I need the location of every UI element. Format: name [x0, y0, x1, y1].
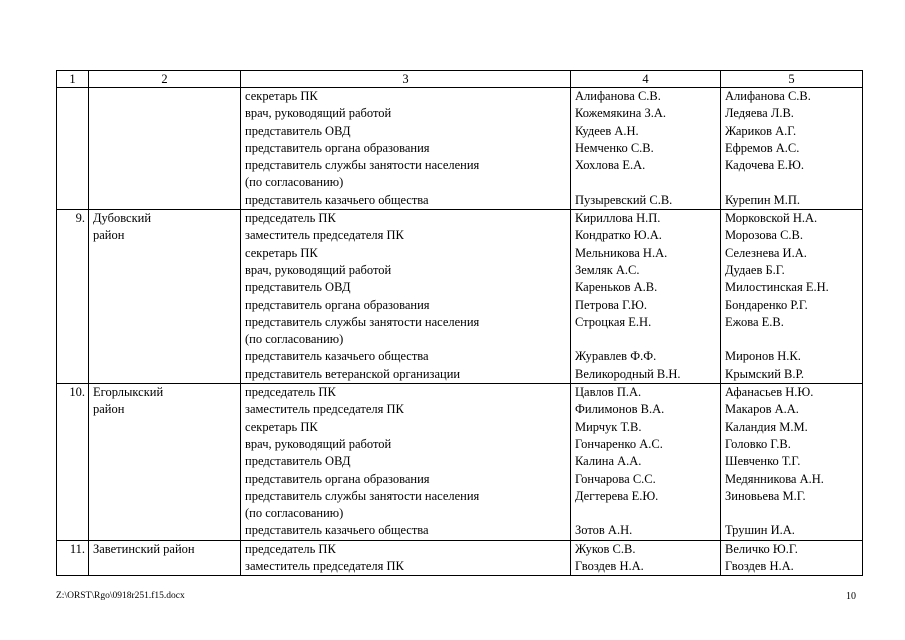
reserve-member-line: Гвоздев Н.А. [725, 559, 794, 574]
member-line: Цавлов П.А. [575, 385, 642, 400]
member-line: Гвоздев Н.А. [575, 559, 644, 574]
reserve-member-line [725, 174, 858, 191]
member-line: Гончарова С.С. [575, 471, 656, 486]
member-line: Строцкая Е.Н. [575, 314, 652, 329]
reserve-member-line: Миронов Н.К. [725, 349, 801, 364]
reserve-member-line: Дудаев Б.Г. [725, 262, 785, 277]
district-cell [89, 540, 241, 576]
reserve-member-line: Селезнева И.А. [725, 245, 807, 260]
table-row [57, 384, 863, 541]
role-line: заместитель председателя ПК [245, 402, 404, 417]
role-cell [241, 540, 571, 576]
member-line: Кожемякина З.А. [575, 106, 666, 121]
member-line: Кудеев А.Н. [575, 123, 639, 138]
reserve-member-line: Величко Ю.Г. [725, 541, 798, 556]
role-line: представитель ветеранской организации [245, 366, 461, 381]
role-line: (по согласованию) [245, 175, 344, 190]
district-line: Дубовский [93, 211, 152, 226]
reserve-member-line: Крымский В.Р. [725, 366, 804, 381]
role-line: врач, руководящий работой [245, 106, 392, 121]
member-line: Журавлев Ф.Ф. [575, 349, 657, 364]
role-line: секретарь ПК [245, 89, 318, 103]
member-line: Зотов А.Н. [575, 523, 633, 538]
header-cell-2: 2 [89, 71, 241, 88]
member-cell [571, 540, 721, 576]
reserve-member-line: Морковской Н.А. [725, 211, 818, 226]
reserve-member-line: Милостинская Е.Н. [725, 280, 829, 295]
reserve-member-line: Трушин И.А. [725, 523, 795, 538]
role-line: представитель ОВД [245, 123, 351, 138]
row-number: 9. [57, 210, 89, 384]
header-row [57, 71, 863, 88]
district-cell [89, 384, 241, 541]
member-line: Мельникова Н.А. [575, 245, 668, 260]
reserve-member-line: Зиновьева М.Г. [725, 488, 806, 503]
member-cell [571, 210, 721, 384]
table-row [57, 540, 863, 576]
role-line: председатель ПК [245, 211, 336, 226]
committee-table [56, 70, 863, 576]
role-line: председатель ПК [245, 541, 336, 556]
header-cell-5: 5 [721, 71, 863, 88]
district-line: район [93, 402, 125, 417]
district-line: Егорлыкский [93, 385, 164, 400]
role-line: секретарь ПК [245, 419, 318, 434]
member-line: Немченко С.В. [575, 140, 654, 155]
district-cell [89, 210, 241, 384]
member-line [575, 174, 716, 191]
reserve-member-line: Макаров А.А. [725, 402, 799, 417]
member-cell [571, 88, 721, 210]
member-line: Хохлова Е.А. [575, 158, 646, 173]
reserve-member-line: Ежова Е.В. [725, 314, 784, 329]
role-line: представитель органа образования [245, 140, 430, 155]
role-line: врач, руководящий работой [245, 262, 392, 277]
reserve-member-line: Жариков А.Г. [725, 123, 797, 138]
reserve-member-line [725, 331, 858, 348]
reserve-member-line: Курепин М.П. [725, 192, 801, 207]
role-line: председатель ПК [245, 385, 336, 400]
member-line: Алифанова С.В. [575, 89, 661, 103]
reserve-member-line: Медянникова А.Н. [725, 471, 824, 486]
member-line: Филимонов В.А. [575, 402, 665, 417]
member-line: Петрова Г.Ю. [575, 297, 648, 312]
district-line: район [93, 228, 125, 243]
role-line: (по согласованию) [245, 332, 344, 347]
reserve-member-cell [721, 540, 863, 576]
role-line: врач, руководящий работой [245, 436, 392, 451]
row-number [57, 88, 89, 210]
reserve-member-cell [721, 210, 863, 384]
reserve-member-line: Афанасьев Н.Ю. [725, 385, 814, 400]
reserve-member-line: Морозова С.В. [725, 228, 804, 243]
district-line: Заветинский район [93, 541, 195, 556]
member-line: Кириллова Н.П. [575, 211, 661, 226]
role-line: представитель службы занятости населения [245, 158, 480, 173]
row-number: 11. [57, 540, 89, 576]
table-row [57, 88, 863, 210]
member-line: Калина А.А. [575, 454, 642, 469]
reserve-member-line: Ефремов А.С. [725, 140, 800, 155]
reserve-member-line: Каландия М.М. [725, 419, 808, 434]
role-line: представитель службы занятости населения [245, 314, 480, 329]
role-line: (по согласованию) [245, 506, 344, 521]
role-line: представитель казачьего общества [245, 523, 429, 538]
role-cell [241, 88, 571, 210]
reserve-member-line: Бондаренко Р.Г. [725, 297, 808, 312]
reserve-member-line: Кадочева Е.Ю. [725, 158, 804, 173]
header-cell-1: 1 [57, 71, 89, 88]
role-cell [241, 384, 571, 541]
role-line: представитель органа образования [245, 297, 430, 312]
member-line: Гончаренко А.С. [575, 436, 663, 451]
member-line: Жуков С.В. [575, 541, 636, 556]
reserve-member-cell [721, 88, 863, 210]
member-line [575, 331, 716, 348]
role-line: заместитель председателя ПК [245, 228, 404, 243]
header-cell-4: 4 [571, 71, 721, 88]
member-line: Мирчук Т.В. [575, 419, 642, 434]
reserve-member-line: Головко Г.В. [725, 436, 791, 451]
reserve-member-cell [721, 384, 863, 541]
role-line: представитель ОВД [245, 454, 351, 469]
table-row [57, 210, 863, 384]
member-line: Земляк А.С. [575, 262, 640, 277]
role-cell [241, 210, 571, 384]
member-line: Кареньков А.В. [575, 280, 658, 295]
reserve-member-line [725, 505, 858, 522]
role-line: представитель казачьего общества [245, 192, 429, 207]
page-number: 10 [846, 591, 856, 602]
reserve-member-line: Ледяева Л.В. [725, 106, 794, 121]
member-cell [571, 384, 721, 541]
header-cell-3: 3 [241, 71, 571, 88]
role-line: секретарь ПК [245, 245, 318, 260]
role-line: представитель органа образования [245, 471, 430, 486]
role-line: представитель казачьего общества [245, 349, 429, 364]
role-line: представитель службы занятости населения [245, 488, 480, 503]
district-cell [89, 88, 241, 210]
member-line [575, 505, 716, 522]
row-number: 10. [57, 384, 89, 541]
reserve-member-line: Шевченко Т.Г. [725, 454, 801, 469]
role-line: заместитель председателя ПК [245, 559, 404, 574]
member-line: Дегтерева Е.Ю. [575, 488, 659, 503]
member-line: Великородный В.Н. [575, 366, 681, 381]
member-line: Пузыревский С.В. [575, 192, 673, 207]
reserve-member-line: Алифанова С.В. [725, 89, 811, 103]
member-line: Кондратко Ю.А. [575, 228, 662, 243]
file-path: Z:\ORST\Rgo\0918r251.f15.docx [56, 591, 185, 601]
role-line: представитель ОВД [245, 280, 351, 295]
